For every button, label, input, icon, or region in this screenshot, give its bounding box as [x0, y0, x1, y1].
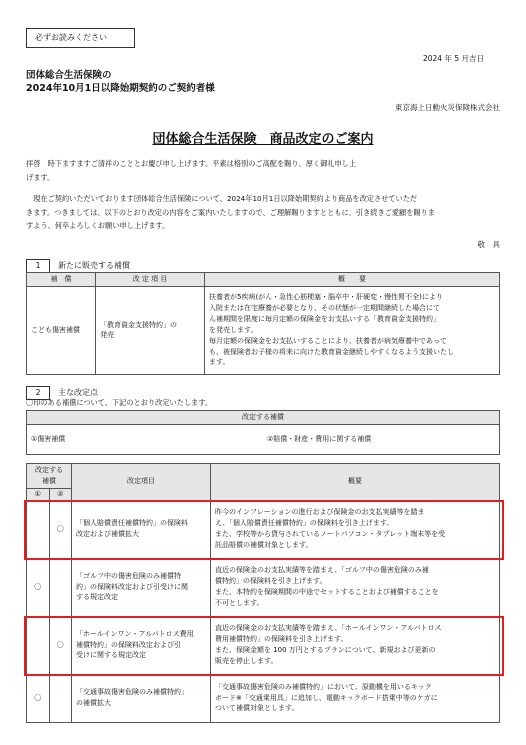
item-line: 改定および補償拡大	[76, 530, 139, 539]
table-row	[27, 558, 500, 616]
summary-line: ます。	[209, 358, 230, 367]
greeting-line: 拝啓 時下ますますご清祥のこととお慶び申し上げます。平素は格別のご高配を賜り、厚く御礼申し上	[26, 159, 357, 168]
summary-line: 昨今のインフレーションの進行および保険金のお支払実績等を踏ま	[215, 508, 425, 517]
table-row	[27, 286, 500, 374]
section1-table	[26, 272, 500, 375]
summary-line: 直近の保険金のお支払実績等を踏まえ、「ゴルフ中の傷害危険のみ補	[215, 566, 429, 575]
mark-cell: 〇	[27, 558, 50, 616]
summary-line: え、「個人賠償責任補償特約」の保険料を引き上げます。	[215, 519, 394, 528]
summary-line: 扶養者が5疾病(がん・急性心筋梗塞・脳卒中・肝硬変・慢性腎不全)により	[209, 293, 443, 302]
addressee	[26, 70, 215, 96]
summary-line: 償特約」の保険料を引き上げます。	[215, 577, 327, 586]
table-header: 補 償	[27, 273, 96, 287]
issue-date: 2024 年 5 月吉日	[422, 54, 484, 63]
item-line: 「ホールインワン・アルバトロス費用	[76, 629, 194, 638]
summary-line: ついて補償対象とします。	[215, 704, 299, 713]
coverage-item: ①傷害補償	[27, 424, 264, 454]
table-header: 改 定 項 目	[96, 273, 205, 287]
summary-cell	[205, 286, 500, 374]
company-name: 東京海上日動火災保険株式会社	[395, 103, 500, 112]
item-line: 受けに関する規定改定	[76, 651, 146, 660]
summary-line: また、学校等から貸与されているノートパソコン・タブレット端末等を受	[215, 530, 446, 539]
document-title-text: 団体総合生活保険 商品改定のご案内	[152, 132, 374, 147]
item-line: 発売	[100, 331, 114, 340]
highlight-box	[24, 616, 504, 676]
item-line: 「交通事故傷害危険のみ補償特約」	[76, 688, 188, 697]
mark-cell: 〇	[27, 674, 50, 722]
summary-line: また、保険金額を 100 万円とするプランについて、新規および更新の	[215, 646, 436, 655]
coverage-col-header	[27, 464, 72, 489]
summary-line: ん補期間を限度に毎月定額の保険金をお支払いする「教育資金支援特約」	[209, 315, 440, 324]
summary-line: 託品賠償の補償対象とします。	[215, 540, 313, 549]
item-line: 「個人賠償責任補償特約」の保険料	[76, 519, 188, 528]
summary-col-header: 概要	[211, 464, 500, 501]
coverage-table-header: 改定する補償	[27, 411, 500, 425]
summary-line: ボード※「交通乗用具」に追加し、電動キックボード搭乗中等のケガに	[215, 693, 438, 702]
item-line: する規定改定	[76, 593, 118, 602]
intro-paragraph	[26, 192, 498, 233]
coverage-table	[26, 410, 500, 455]
section2-note: 〇印のある補償について、下記のとおり改定いたします。	[26, 398, 213, 407]
item-cell	[96, 286, 205, 374]
summary-line: 「交通事故傷害危険のみ補償特約」において、原動機を用いるキック	[215, 682, 432, 691]
item-line: 「ゴルフ中の傷害危険のみ補償特	[76, 571, 181, 580]
section2-title: 主な改定点	[58, 388, 98, 398]
document-title	[0, 131, 526, 150]
notice-box: 必ずお読みください	[26, 28, 135, 48]
section1-number: 1	[26, 259, 50, 273]
summary-cell	[211, 558, 500, 616]
intro-line: きます。つきましては、以下のとおり改定の内容をご案内いたしますので、ご理解賜りますとともに、引き続きご愛顧を賜りま	[26, 207, 435, 217]
closing: 敬 具	[477, 240, 500, 249]
table-header: 概 要	[205, 273, 500, 287]
intro-line: 現在ご契約いただいております団体総合生活保険について、2024年10月1日以降始期契約より商品を改定させていただ	[26, 194, 418, 203]
summary-line: 不可とします。	[215, 598, 264, 607]
mark-cell: 〇	[49, 500, 72, 558]
coverage-cell: こども傷害補償	[27, 286, 96, 374]
summary-line: 入院または在宅療養が必要となり、その状態が一定期間継続した場合にて	[209, 304, 440, 313]
summary-line: 毎月定額の保険金をお支払いすることにより、扶養者が病気療養中であって	[209, 336, 447, 345]
item-cell	[72, 674, 211, 722]
summary-line: を発売します。	[209, 325, 258, 334]
item-col-header: 改定項目	[72, 464, 211, 501]
summary-line: 直近の保険金のお支払実績等を踏まえ、「ホールインワン・アルバトロス	[215, 624, 442, 633]
mark-cell	[49, 558, 72, 616]
summary-line: も、被保険者お子様の将来に向けた教育資金継続しやすくなるよう支援いたし	[209, 347, 454, 356]
item-cell	[72, 558, 211, 616]
addressee-line: 団体総合生活保険の	[26, 70, 112, 81]
summary-line: また、本特約を保険期間の中途でセットすることおよび補償することを	[215, 588, 439, 597]
item-line: 約」の保険料改定および引受けに関	[76, 582, 188, 591]
intro-line: すよう、何卒よろしくお願い申し上げます。	[26, 221, 170, 231]
summary-cell	[211, 674, 500, 722]
coverage-item: ②賠償・財産・費用に関する補償	[263, 424, 500, 454]
header-line: 補償	[42, 476, 56, 485]
mark-cell: 〇	[49, 616, 72, 674]
sub-header: ②	[49, 488, 72, 500]
summary-line: 販売を停止します。	[215, 656, 278, 665]
mark-cell	[49, 674, 72, 722]
table-row	[27, 674, 500, 722]
item-line: 補償特約」の保険料改定および引	[76, 640, 181, 649]
item-line: 「教育資金支援特約」の	[100, 320, 177, 329]
addressee-line: 2024年10月1日以降始期契約のご契約者様	[26, 82, 215, 94]
greeting-line: げます。	[26, 172, 55, 182]
section2-number: 2	[26, 386, 50, 400]
section1-title: 新たに販売する補償	[58, 261, 130, 271]
highlight-box	[24, 500, 504, 560]
item-line: の補償拡大	[76, 699, 111, 708]
header-line: 改定する	[35, 466, 63, 474]
sub-header: ①	[27, 488, 50, 500]
section1-heading	[26, 259, 130, 273]
summary-line: 費用補償特約」の保険料を引き上げます。	[215, 635, 348, 644]
greeting	[26, 157, 498, 184]
